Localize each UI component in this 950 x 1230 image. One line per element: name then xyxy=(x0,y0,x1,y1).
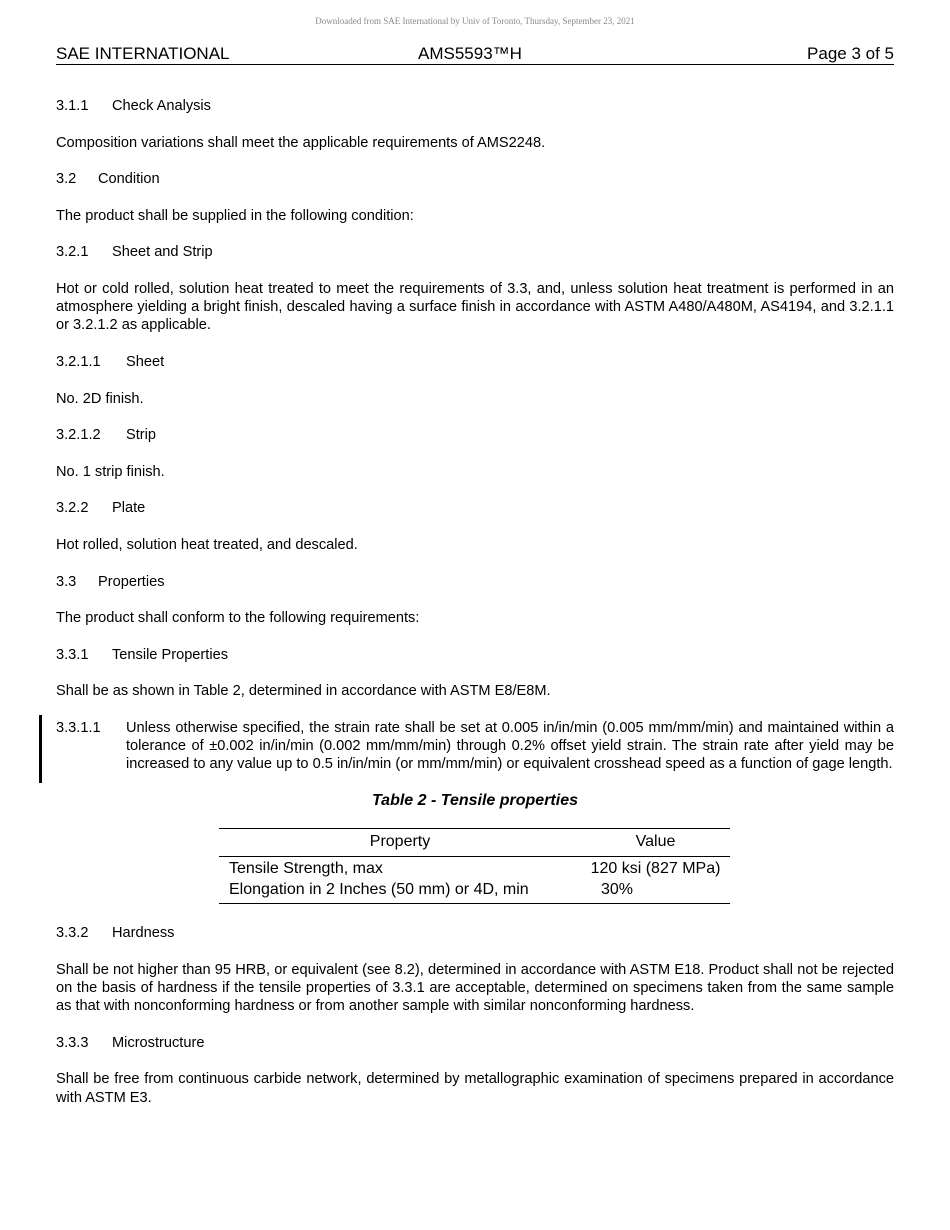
table-row xyxy=(219,857,730,880)
section-body-3-1-1: Composition variations shall meet the applicable requirements of AMS2248. xyxy=(56,134,546,151)
table-cell-property: Tensile Strength, max xyxy=(229,860,383,878)
section-heading-3-2-2 xyxy=(56,499,894,517)
table-cell-property: Elongation in 2 Inches (50 mm) or 4D, min xyxy=(219,880,581,904)
column-header-property: Property xyxy=(219,828,581,857)
section-body-3-3-2: Shall be not higher than 95 HRB, or equivalent (see 8.2), determined in accordance with ASTM E18. Product shall not be rejected on the basis of hardness if the tensile properties of 3.3.1 are acceptable, determined on specimens taken from the same sample as that with nonconforming hardness or from another sample with similar nonconforming hardness. xyxy=(56,961,894,1015)
section-heading-3-3-3 xyxy=(56,1034,894,1052)
section-body-3-2-1-2: No. 1 strip finish. xyxy=(56,463,165,480)
section-number: 3.1.1 xyxy=(56,98,89,114)
section-number: 3.3.1.1 xyxy=(56,719,101,736)
table-2-title: Table 2 - Tensile properties xyxy=(372,791,578,809)
section-title: Hardness xyxy=(112,925,175,942)
section-heading-3-2-1 xyxy=(56,243,894,261)
document-body xyxy=(56,97,894,1125)
section-body-3-2: The product shall be supplied in the following condition: xyxy=(56,207,414,224)
section-number: 3.3 xyxy=(56,573,77,590)
section-body-3-3-3: Shall be free from continuous carbide network, determined by metallographic examination of specimens prepared in accordance with ASTM E3. xyxy=(56,1071,894,1106)
section-heading-3-2-1-2 xyxy=(56,426,894,444)
section-body-3-3-1-1: Unless otherwise specified, the strain rate shall be set at 0.005 in/in/min (0.005 mm/mm/min) and maintained within a tolerance of ±0.002 in/in/min (0.002 mm/mm/min) through 0.2% offset yield strain. The strain rate after yield may be increased to any value up to 0.5 in/in/min (or mm/mm/min) or equivalent crosshead speed as a function of gage length. xyxy=(126,719,894,773)
section-heading-3-1-1 xyxy=(56,97,894,115)
table-row xyxy=(219,880,730,904)
section-body-3-2-1: Hot or cold rolled, solution heat treated to meet the requirements of 3.3, and, unless solution heat treatment is performed in an atmosphere yielding a bright finish, descaled having a surface finish in accordance with ASTM A480/A480M, AS4194, and 3.2.1.1 or 3.2.1.2 as applicable. xyxy=(56,280,894,334)
page-header xyxy=(56,44,894,65)
section-title: Properties xyxy=(98,573,165,590)
section-title: Strip xyxy=(126,427,157,444)
table-cell-value: 30% xyxy=(581,880,730,904)
download-watermark: Downloaded from SAE International by Univ of Toronto, Thursday, September 23, 2021 xyxy=(315,16,635,26)
section-body-3-3-1: Shall be as shown in Table 2, determined in accordance with ASTM E8/E8M. xyxy=(56,683,551,700)
section-3-3-1-1 xyxy=(56,719,894,774)
section-number: 3.2.1.1 xyxy=(56,353,101,370)
section-body-3-2-1-1: No. 2D finish. xyxy=(56,390,144,407)
header-document-number: AMS5593™H xyxy=(418,44,522,63)
section-heading-3-3-2 xyxy=(56,924,894,942)
section-heading-3-2-1-1 xyxy=(56,353,894,371)
section-heading-3-3-1 xyxy=(56,646,894,664)
section-title: Condition xyxy=(98,171,160,188)
section-number: 3.3.3 xyxy=(56,1034,89,1051)
section-title: Tensile Properties xyxy=(112,646,228,663)
section-heading-3-2 xyxy=(56,170,894,188)
section-number: 3.2.1 xyxy=(56,244,89,261)
table-header-row xyxy=(219,828,730,857)
section-number: 3.3.1 xyxy=(56,646,89,663)
table-cell-value: 120 ksi (827 MPa) xyxy=(590,860,721,878)
section-title: Check Analysis xyxy=(112,98,211,114)
header-page-number: Page 3 of 5 xyxy=(807,44,894,63)
section-body-3-2-2: Hot rolled, solution heat treated, and descaled. xyxy=(56,536,358,553)
tensile-properties-table xyxy=(219,828,730,905)
header-organization: SAE INTERNATIONAL xyxy=(56,44,230,63)
section-body-3-3: The product shall conform to the following requirements: xyxy=(56,610,420,627)
section-title: Sheet and Strip xyxy=(112,244,213,261)
revision-change-bar xyxy=(39,715,42,783)
section-title: Plate xyxy=(112,500,146,517)
section-number: 3.2.2 xyxy=(56,500,89,517)
section-heading-3-3 xyxy=(56,573,894,591)
column-header-value: Value xyxy=(581,828,730,857)
section-title: Microstructure xyxy=(112,1034,205,1051)
section-number: 3.2 xyxy=(56,171,77,188)
section-number: 3.3.2 xyxy=(56,925,89,942)
section-title: Sheet xyxy=(126,353,165,370)
section-number: 3.2.1.2 xyxy=(56,427,101,444)
